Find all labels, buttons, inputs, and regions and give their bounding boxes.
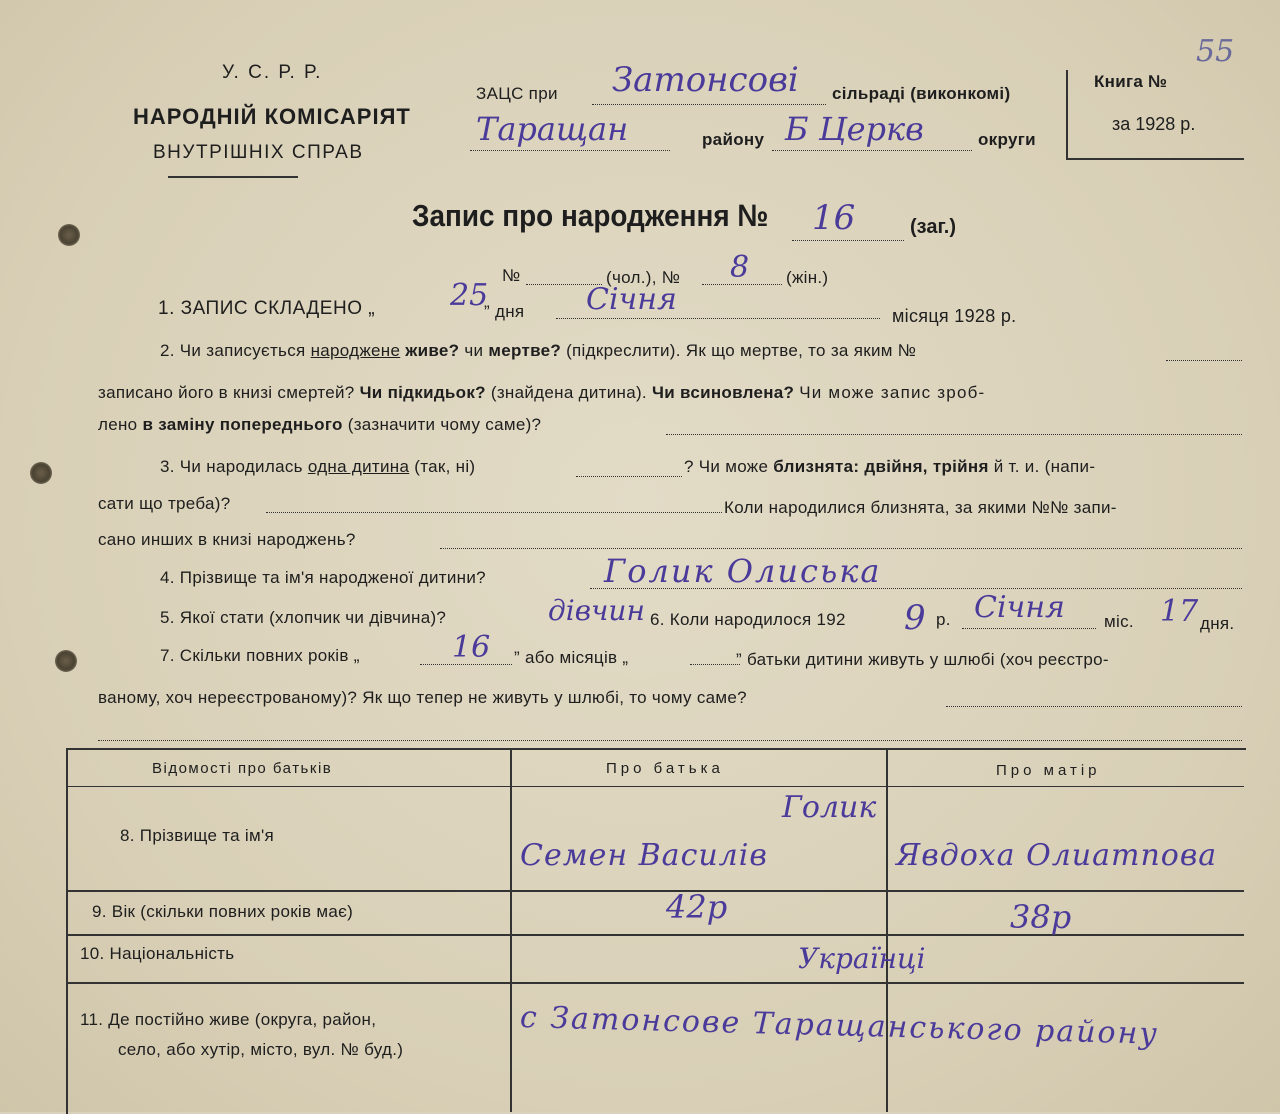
item3-line2-dots (266, 512, 722, 513)
header-rule (168, 176, 298, 178)
okrug-label: округи (978, 130, 1036, 149)
item3-line1 (160, 457, 475, 477)
parents-surname: Голик (782, 790, 877, 825)
village-suffix: сільраді (виконкомі) (832, 84, 1011, 103)
book-number: 55 (1196, 34, 1235, 69)
item2-underlined: народжене (310, 341, 401, 360)
father-age: 42р (666, 888, 728, 926)
row11-label-l2: село, або хутір, місто, вул. № буд.) (118, 1040, 404, 1059)
table-header-father: Про батька (606, 760, 724, 777)
item7-line2: ваному, хоч нереєстрованому)? Як що тепер не живуть у шлюбі, то чому саме? (98, 688, 747, 707)
district-label: району (702, 130, 765, 149)
item2-text: 2. Чи записується (160, 341, 306, 360)
item2-line1-dots (1166, 360, 1242, 361)
binder-hole (58, 224, 80, 246)
birth-year-digit: 9 (904, 598, 926, 638)
item2-line3 (98, 415, 541, 435)
item7-label: 7. Скільки повних років „ (160, 646, 360, 665)
ussr-label: У. С. Р. Р. (222, 62, 323, 83)
item3-text: 3. Чи народилась (160, 457, 303, 476)
birth-day: 17 (1160, 594, 1199, 629)
female-no-line (702, 284, 782, 285)
mother-name: Явдоха Олиатпова (896, 838, 1218, 873)
child-name: Голик Олиська (604, 552, 882, 590)
item7-line2-dots (946, 706, 1242, 707)
item1-month: Січня (586, 282, 677, 317)
marriage-years: 16 (452, 630, 491, 665)
district-dotted-line (470, 150, 670, 151)
title-suffix: (заг.) (910, 216, 957, 238)
item6-month-line (962, 628, 1096, 629)
nationality: Українці (798, 942, 926, 975)
item2-bold: Чи підкидьок? (359, 383, 486, 402)
okrug-handwritten: Б Церкв (785, 110, 924, 148)
male-label: (чол.), № (606, 268, 681, 287)
item3-text: (так, ні) (414, 457, 476, 476)
item2-text: чи (464, 341, 484, 360)
item5-label: 5. Якої стати (хлопчик чи дівчина)? (160, 608, 447, 627)
residence: с Затонсове Таращанського району (519, 1000, 1160, 1052)
page-title: Запис про народження № (412, 198, 769, 233)
item2-text: (зазначити чому саме)? (347, 415, 542, 434)
item1-label: 1. ЗАПИС СКЛАДЕНО „ (158, 298, 376, 319)
item2-line3-dots (666, 434, 1242, 435)
zags-prefix: ЗАЦС при (476, 84, 558, 103)
item3-underlined: одна дитина (307, 457, 410, 476)
record-number-line (792, 240, 904, 241)
item1-day: 25 (450, 278, 489, 313)
item1-suffix: місяця 1928 р. (892, 306, 1017, 326)
record-number: 16 (812, 198, 856, 238)
item2-text: Чи може запис зроб- (799, 383, 986, 402)
item4-dots (590, 588, 1242, 589)
item6-dnia: дня. (1200, 614, 1235, 633)
item7-line1-rest: ” батьки дитини живуть у шлюбі (хоч реєстро- (736, 650, 1109, 669)
item6-r: р. (936, 610, 951, 629)
item3-line2b: Коли народилися близнята, за якими №№ запи- (724, 498, 1117, 517)
item3-text: ? Чи може (684, 457, 769, 476)
item4-label: 4. Прізвище та ім'я народженої дитини? (160, 568, 486, 587)
female-label: (жін.) (786, 268, 829, 287)
village-handwritten: Затонсові (612, 60, 799, 100)
mother-age: 38р (1010, 898, 1072, 936)
item3-line1-right (684, 457, 1095, 477)
book-label: Книга № (1094, 72, 1168, 91)
row9-label: 9. Вік (скільки повних років має) (92, 902, 354, 921)
item3-answer-line (576, 476, 682, 477)
item2-line1 (160, 341, 916, 361)
item7-months-label: ” або місяців „ (514, 648, 629, 667)
book-year: за 1928 р. (1112, 114, 1196, 134)
village-dotted-line (592, 104, 826, 105)
item2-bold: мертве? (488, 341, 562, 360)
table-row-divider (66, 890, 1244, 892)
birth-month: Січня (974, 590, 1065, 625)
binder-hole (55, 650, 77, 672)
item6-mis: міс. (1104, 612, 1134, 631)
no-label: № (502, 266, 521, 285)
item7-years-line (420, 664, 512, 665)
table-row-divider (66, 786, 1244, 787)
item2-text: (знайдена дитина). (490, 383, 647, 402)
okrug-dotted-line (772, 150, 972, 151)
item1-month-line (556, 318, 880, 319)
father-name: Семен Василів (520, 838, 768, 873)
table-col-divider (510, 748, 512, 1112)
department-label: ВНУТРІШНІХ СПРАВ (153, 142, 364, 163)
item1-day-label: ” дня (484, 302, 525, 321)
item3-text: й т. и. (напи- (993, 457, 1096, 476)
table-header-info: Відомості про батьків (152, 760, 333, 777)
item2-text: (підкреслити). Як що мертве, то за яким № (566, 341, 917, 360)
item7-line3-dots (98, 740, 1242, 741)
ministry-label: НАРОДНІЙ КОМІСАРІЯТ (133, 104, 411, 129)
row8-label: 8. Прізвище та ім'я (120, 826, 275, 845)
row10-label: 10. Національність (80, 944, 235, 963)
table-col-divider (886, 748, 888, 1112)
binder-hole (30, 462, 52, 484)
item7-months-line (690, 664, 740, 665)
item6-label: 6. Коли народилося 192 (650, 610, 846, 629)
item2-bold: живе? (405, 341, 460, 360)
item2-text: лено (98, 415, 138, 434)
female-number: 8 (730, 250, 750, 285)
table-row-divider (66, 982, 1244, 984)
district-handwritten: Таращан (476, 110, 629, 148)
item2-bold: в заміну попереднього (142, 415, 343, 434)
item2-line2 (98, 383, 985, 403)
table-header-mother: Про матір (996, 762, 1101, 779)
row11-label-l1: 11. Де постійно живе (округа, район, (80, 1010, 377, 1029)
item3-line3-dots (440, 548, 1242, 549)
item3-line3: сано инших в книзі народжень? (98, 530, 356, 549)
item2-text: записано його в книзі смертей? (98, 383, 355, 402)
item2-bold: Чи всиновлена? (651, 383, 795, 402)
child-sex: дівчин (548, 594, 645, 627)
item3-bold: близнята: двійня, трійня (773, 457, 989, 476)
item3-line2a: сати що треба)? (98, 494, 231, 513)
